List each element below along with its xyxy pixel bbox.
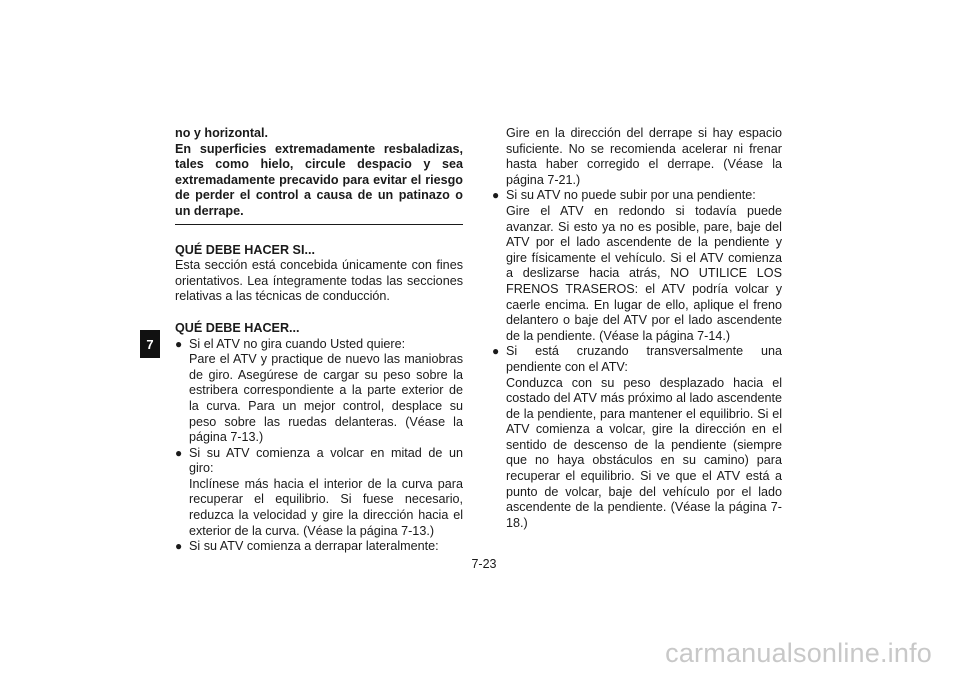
bullet-lead: Si su ATV comienza a derrapar lateralmente: xyxy=(189,539,439,554)
section-heading: QUÉ DEBE HACER SI... xyxy=(175,242,315,257)
bullet-icon: ● xyxy=(175,336,183,351)
watermark: carmanualsonline.info xyxy=(665,638,932,668)
warning-divider xyxy=(175,224,463,225)
bullet-continuation: Gire en la dirección del derrape si hay espacio suficiente. No se recomienda acelerar ni frenar hasta haber corregido el derrape. (Véase la página 7-21.) xyxy=(506,126,782,187)
bullet-lead: Si su ATV comienza a volcar en mitad de un giro: xyxy=(189,445,463,476)
section-heading: QUÉ DEBE HACER... xyxy=(175,320,300,335)
bullet-icon: ● xyxy=(492,188,500,203)
left-column xyxy=(175,126,463,555)
warning-line: En superficies extremadamente resbaladizas, tales como hielo, circule despacio y sea extremadamente precavido para evitar el riesgo de perder el control a causa de un patinazo o un derrape. xyxy=(175,141,463,218)
bullet-lead: Si su ATV no puede subir por una pendiente: xyxy=(506,188,756,203)
list-item xyxy=(175,446,463,540)
bullet-body: Gire el ATV en redondo si todavía puede avanzar. Si esto ya no es posible, pare, baje del ATV por el lado ascendente de la pendiente y gire físicamente el vehículo. Si el ATV comienza a deslizarse hacia atrás, NO UTILICE LOS FRENOS TRASEROS: el ATV podría volcar y caerle encima. En lugar de ello, aplique el freno delantero o baje del ATV por el lado ascendente de la pendiente. (Véase la página 7-14.) xyxy=(506,203,782,343)
right-column xyxy=(492,126,782,531)
list-item xyxy=(175,337,463,446)
page-number: 7-23 xyxy=(471,557,497,571)
bullet-body: Inclínese más hacia el interior de la curva para recuperar el equilibrio. Si fuese necesario, reduzca la velocidad y gire la dirección hacia el exterior de la curva. (Véase la página 7-13.) xyxy=(189,476,463,538)
bullet-icon: ● xyxy=(492,344,500,359)
list-item xyxy=(175,539,463,555)
chapter-tab xyxy=(140,330,160,358)
list-item xyxy=(492,188,782,344)
warning-block xyxy=(175,126,463,220)
warning-line: no y horizontal. xyxy=(175,126,269,140)
section-intro: Esta sección está concebida únicamente con fines orientativos. Lea íntegramente todas las secciones relativas a las técnicas de conducción. xyxy=(175,258,463,304)
bullet-icon: ● xyxy=(175,445,183,460)
chapter-number: 7 xyxy=(146,336,154,352)
bullet-body: Pare el ATV y practique de nuevo las maniobras de giro. Asegúrese de cargar su peso sobre la estribera correspondiente a la parte exterior de la curva. Para un mejor control, desplace su peso sobre las ruedas delanteras. (Véase la página 7-13.) xyxy=(189,352,463,445)
list-item xyxy=(492,344,782,531)
bullet-body: Conduzca con su peso desplazado hacia el costado del ATV más próximo al lado ascendente de la pendiente, para mantener el equilibrio. Si el ATV comienza a volcar, gire la dirección en el sentido de descenso de la pendiente (siempre que no haya obstáculos en su camino) para recuperar el equilibrio. Si ve que el ATV está a punto de volcar, baje del vehículo por el lado ascendente de la pendiente. (Véase la página 7-18.) xyxy=(506,375,782,530)
bullet-icon: ● xyxy=(175,539,183,554)
bullet-lead: Si está cruzando transversalmente una pendiente con el ATV: xyxy=(506,344,782,374)
bullet-lead: Si el ATV no gira cuando Usted quiere: xyxy=(189,336,406,351)
